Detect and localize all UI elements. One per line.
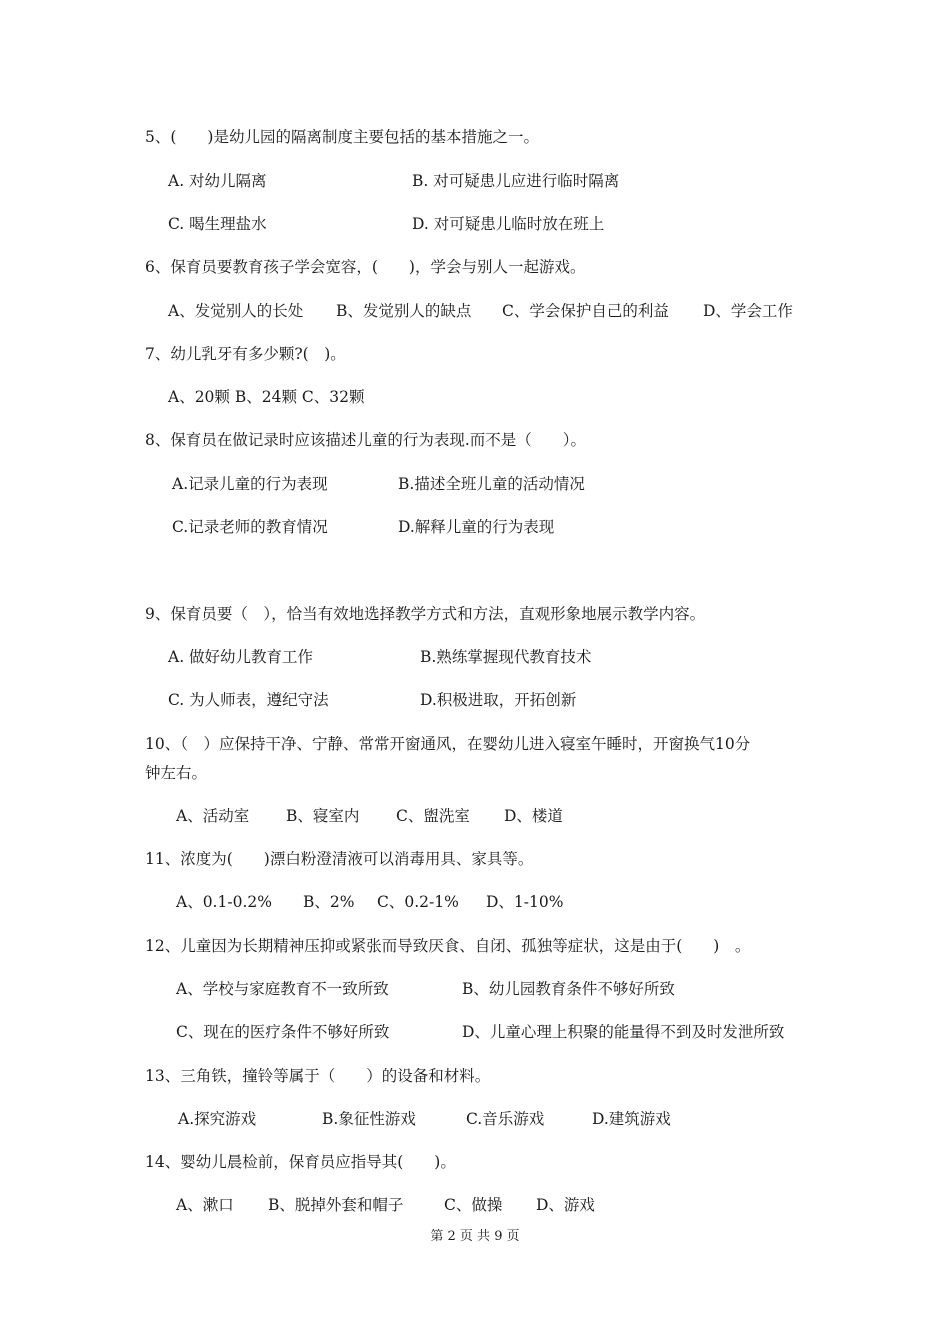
question-13-option-d: D.建筑游戏 [592,1110,671,1128]
question-6-option-c: C、学会保护自己的利益 [502,302,669,320]
question-11-option-a: A、0.1-0.2% [176,893,272,911]
question-14-option-d: D、游戏 [536,1196,595,1214]
question-6-stem: 6、保育员要教育孩子学会宽容，( )，学会与别人一起游戏。 [145,258,586,276]
question-7-stem: 7、幼儿乳牙有多少颗?( )。 [145,345,346,363]
question-12-option-a: A、学校与家庭教育不一致所致 [176,980,389,998]
question-12-option-c: C、现在的医疗条件不够好所致 [176,1023,390,1041]
question-9-option-d: D.积极进取，开拓创新 [420,691,577,709]
question-11-option-c: C、0.2-1% [377,893,459,911]
question-9-stem: 9、保育员要（ ），恰当有效地选择教学方式和方法，直观形象地展示教学内容。 [145,605,706,623]
question-12-stem: 12、儿童因为长期精神压抑或紧张而导致厌食、自闭、孤独等症状，这是由于( ) 。 [145,937,751,955]
question-11-option-b: B、2% [303,893,355,911]
question-12-option-b: B、幼儿园教育条件不够好所致 [462,980,675,998]
question-14-option-a: A、漱口 [176,1196,234,1214]
question-10-option-d: D、楼道 [504,807,563,825]
question-10-option-a: A、活动室 [176,807,250,825]
question-11-stem: 11、浓度为( )漂白粉澄清液可以消毒用具、家具等。 [145,850,534,868]
question-13-option-a: A.探究游戏 [178,1110,257,1128]
question-10-option-c: C、盥洗室 [396,807,470,825]
question-6-option-d: D、学会工作 [703,302,793,320]
question-6-option-a: A、发觉别人的长处 [168,302,304,320]
question-9-option-a: A. 做好幼儿教育工作 [168,648,314,666]
question-11-option-d: D、1-10% [486,893,564,911]
page-number-footer: 第 2 页 共 9 页 [430,1229,520,1244]
question-7-options: A、20颗 B、24颗 C、32颗 [168,388,365,406]
question-12-option-d: D、儿童心理上积聚的能量得不到及时发泄所致 [462,1023,785,1041]
question-10-stem-continued: 钟左右。 [145,764,208,782]
question-8-option-c: C.记录老师的教育情况 [172,518,328,536]
question-14-option-c: C、做操 [444,1196,503,1214]
question-8-option-b: B.描述全班儿童的活动情况 [398,475,585,493]
question-9-option-c: C. 为人师表，遵纪守法 [168,691,329,709]
question-8-option-d: D.解释儿童的行为表现 [398,518,555,536]
question-13-stem: 13、三角铁，撞铃等属于（ ）的设备和材料。 [145,1067,491,1085]
question-13-option-c: C.音乐游戏 [466,1110,545,1128]
question-13-option-b: B.象征性游戏 [322,1110,416,1128]
question-5-option-a: A. 对幼儿隔离 [168,172,267,190]
question-9-option-b: B.熟练掌握现代教育技术 [420,648,592,666]
question-14-option-b: B、脱掉外套和帽子 [268,1196,404,1214]
question-10-option-b: B、寝室内 [286,807,360,825]
question-5-option-c: C. 喝生理盐水 [168,215,267,233]
question-5-option-d: D. 对可疑患儿临时放在班上 [412,215,605,233]
question-5-option-b: B. 对可疑患儿应进行临时隔离 [412,172,620,190]
question-10-stem: 10、（ ）应保持干净、宁静、常常开窗通风，在婴幼儿进入寝室午睡时，开窗换气10分 [145,735,751,753]
question-8-option-a: A.记录儿童的行为表现 [172,475,328,493]
question-8-stem: 8、保育员在做记录时应该描述儿童的行为表现.而不是（ ）。 [145,431,587,449]
question-5-stem: 5、( )是幼儿园的隔离制度主要包括的基本措施之一。 [145,128,539,146]
question-6-option-b: B、发觉别人的缺点 [336,302,472,320]
question-14-stem: 14、婴幼儿晨检前，保育员应指导其( )。 [145,1153,456,1171]
